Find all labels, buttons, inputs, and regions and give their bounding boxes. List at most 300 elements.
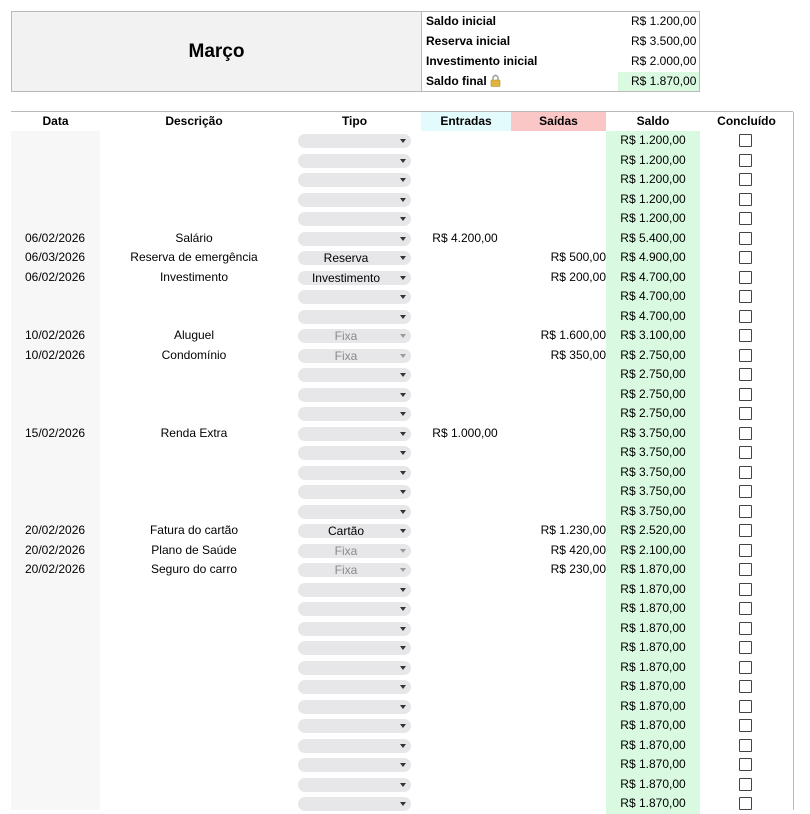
- cell-saida[interactable]: [514, 131, 606, 151]
- cell-saida[interactable]: [514, 424, 606, 444]
- cell-saida[interactable]: [514, 229, 606, 249]
- concluido-checkbox[interactable]: [739, 758, 752, 771]
- cell-description[interactable]: [100, 463, 288, 483]
- tipo-dropdown[interactable]: [298, 778, 411, 792]
- cell-saida[interactable]: [514, 151, 606, 171]
- cell-saldo: R$ 1.870,00: [606, 599, 700, 619]
- cell-saldo: R$ 1.870,00: [606, 755, 700, 775]
- table-row: [0, 521, 810, 541]
- tipo-dropdown[interactable]: [298, 193, 411, 207]
- table-row: [0, 482, 810, 502]
- tipo-dropdown-value: Fixa: [334, 563, 358, 577]
- cell-description[interactable]: Reserva de emergência: [130, 250, 258, 264]
- cell-entrada[interactable]: [416, 307, 514, 327]
- cell-saida[interactable]: [514, 736, 606, 756]
- column-header-descricao[interactable]: Descrição: [165, 114, 223, 128]
- cell-saida[interactable]: [514, 385, 606, 405]
- tipo-dropdown[interactable]: [298, 622, 411, 636]
- tipo-dropdown[interactable]: [298, 329, 411, 343]
- tipo-dropdown[interactable]: [298, 758, 411, 772]
- cell-description[interactable]: [100, 736, 288, 756]
- concluido-checkbox[interactable]: [739, 251, 752, 264]
- cell-description[interactable]: Investimento: [159, 269, 229, 284]
- cell-saida[interactable]: R$ 200,00: [550, 269, 606, 284]
- chevron-down-icon: [400, 744, 406, 748]
- concluido-checkbox[interactable]: [739, 524, 752, 537]
- cell-saida[interactable]: R$ 1.230,00: [540, 523, 606, 537]
- tipo-dropdown[interactable]: [298, 212, 411, 226]
- cell-description[interactable]: Fatura do cartão: [149, 523, 239, 537]
- tipo-dropdown-value: Cartão: [327, 524, 365, 538]
- table-row: [0, 443, 810, 463]
- concluido-checkbox[interactable]: [739, 368, 752, 381]
- cell-saida[interactable]: [514, 775, 606, 795]
- cell-entrada[interactable]: [416, 794, 514, 814]
- cell-date[interactable]: 20/02/2026: [25, 562, 86, 576]
- tipo-dropdown[interactable]: [298, 524, 411, 538]
- column-header-saidas[interactable]: Saídas: [511, 112, 606, 131]
- tipo-dropdown[interactable]: [298, 466, 411, 480]
- summary-label: Investimento inicial: [426, 54, 538, 68]
- lock-icon: [490, 74, 501, 87]
- table-row: [0, 775, 810, 795]
- concluido-checkbox[interactable]: [739, 505, 752, 518]
- cell-saida[interactable]: [514, 365, 606, 385]
- chevron-down-icon: [400, 451, 406, 455]
- cell-saldo: R$ 1.870,00: [606, 736, 700, 756]
- chevron-down-icon: [400, 705, 406, 709]
- cell-saida[interactable]: [514, 599, 606, 619]
- table-row: [0, 307, 810, 327]
- column-header-tipo[interactable]: Tipo: [341, 114, 368, 128]
- chevron-down-icon: [400, 237, 406, 241]
- cell-description[interactable]: [100, 775, 288, 795]
- table-row: [0, 209, 810, 229]
- cell-description[interactable]: [100, 677, 288, 697]
- cell-saldo: R$ 3.750,00: [606, 443, 700, 463]
- tipo-dropdown-value: Reserva: [323, 251, 369, 265]
- cell-saldo: R$ 1.870,00: [606, 697, 700, 717]
- cell-saldo: R$ 1.870,00: [606, 677, 700, 697]
- cell-entrada[interactable]: [416, 404, 514, 424]
- concluido-checkbox[interactable]: [739, 719, 752, 732]
- cell-saldo: R$ 4.900,00: [606, 248, 700, 268]
- tipo-dropdown[interactable]: [298, 544, 411, 558]
- cell-entrada[interactable]: R$ 1.000,00: [432, 425, 498, 440]
- cell-saida[interactable]: R$ 420,00: [550, 542, 606, 557]
- cell-saldo: R$ 1.200,00: [606, 131, 700, 151]
- chevron-down-icon: [400, 568, 406, 572]
- table-row: [0, 287, 810, 307]
- chevron-down-icon: [400, 393, 406, 397]
- chevron-down-icon: [400, 276, 406, 280]
- cell-saida[interactable]: [514, 190, 606, 210]
- cell-entrada[interactable]: [416, 385, 514, 405]
- table-row: [0, 248, 810, 268]
- table-row: [0, 268, 810, 288]
- chevron-down-icon: [400, 490, 406, 494]
- concluido-checkbox[interactable]: [739, 154, 752, 167]
- table-row: [0, 502, 810, 522]
- cell-description[interactable]: [100, 385, 288, 405]
- tipo-dropdown[interactable]: [298, 661, 411, 675]
- chevron-down-icon: [400, 315, 406, 319]
- concluido-checkbox[interactable]: [739, 602, 752, 615]
- summary-value[interactable]: R$ 1.200,00: [631, 14, 697, 28]
- cell-date[interactable]: 15/02/2026: [25, 425, 86, 440]
- cell-date[interactable]: 10/02/2026: [25, 347, 86, 362]
- cell-saida[interactable]: [514, 619, 606, 639]
- cell-saida[interactable]: [514, 794, 606, 814]
- tipo-dropdown[interactable]: [298, 719, 411, 733]
- chevron-down-icon: [400, 607, 406, 611]
- concluido-checkbox[interactable]: [739, 680, 752, 693]
- cell-description[interactable]: [100, 482, 288, 502]
- chevron-down-icon: [400, 724, 406, 728]
- tipo-dropdown[interactable]: [298, 739, 411, 753]
- tipo-dropdown[interactable]: [298, 388, 411, 402]
- cell-description[interactable]: [100, 190, 288, 210]
- cell-saida[interactable]: R$ 1.600,00: [540, 328, 606, 342]
- cell-entrada[interactable]: [416, 365, 514, 385]
- cell-saida[interactable]: [514, 755, 606, 775]
- cell-saldo: R$ 1.200,00: [606, 151, 700, 171]
- cell-entrada[interactable]: [416, 619, 514, 639]
- cell-saldo: R$ 5.400,00: [606, 229, 700, 249]
- cell-saida[interactable]: R$ 500,00: [550, 250, 606, 264]
- chevron-down-icon: [400, 685, 406, 689]
- cell-entrada[interactable]: [416, 677, 514, 697]
- tipo-dropdown[interactable]: [298, 290, 411, 304]
- cell-date[interactable]: 10/02/2026: [25, 328, 86, 342]
- tipo-dropdown[interactable]: [298, 173, 411, 187]
- concluido-checkbox[interactable]: [739, 310, 752, 323]
- cell-saldo: R$ 1.870,00: [606, 658, 700, 678]
- cell-saldo: R$ 1.870,00: [606, 560, 700, 580]
- summary-label: Reserva inicial: [426, 34, 511, 48]
- tipo-dropdown-value: Fixa: [334, 543, 358, 558]
- cell-description[interactable]: [100, 794, 288, 814]
- summary-row-reserva-inicial: [422, 32, 699, 51]
- tipo-dropdown[interactable]: [298, 427, 411, 441]
- summary-row-saldo-final: [422, 72, 699, 91]
- cell-entrada[interactable]: [416, 482, 514, 502]
- cell-entrada[interactable]: [416, 521, 514, 541]
- table-row: [0, 580, 810, 600]
- tipo-dropdown[interactable]: [298, 680, 411, 694]
- tipo-dropdown[interactable]: [298, 485, 411, 499]
- transactions-table-body: [0, 131, 810, 814]
- cell-saldo: R$ 2.750,00: [606, 346, 700, 366]
- cell-entrada[interactable]: [416, 658, 514, 678]
- tipo-dropdown[interactable]: [298, 251, 411, 265]
- cell-description[interactable]: [100, 307, 288, 327]
- cell-saida[interactable]: [514, 677, 606, 697]
- tipo-dropdown[interactable]: [298, 700, 411, 714]
- concluido-checkbox[interactable]: [739, 466, 752, 479]
- tipo-dropdown[interactable]: [298, 368, 411, 382]
- table-row: [0, 131, 810, 151]
- table-row: [0, 599, 810, 619]
- cell-saldo: R$ 1.870,00: [606, 775, 700, 795]
- cell-date[interactable]: 06/02/2026: [25, 269, 86, 284]
- tipo-dropdown[interactable]: [298, 641, 411, 655]
- cell-entrada[interactable]: [416, 716, 514, 736]
- cell-description[interactable]: [100, 638, 288, 658]
- cell-saida[interactable]: [514, 209, 606, 229]
- cell-entrada[interactable]: [416, 541, 514, 561]
- cell-saida[interactable]: [514, 443, 606, 463]
- chevron-down-icon: [400, 412, 406, 416]
- table-row: [0, 541, 810, 561]
- cell-saldo: R$ 1.870,00: [606, 619, 700, 639]
- summary-value-saldo-final[interactable]: R$ 1.870,00: [618, 72, 699, 91]
- summary-label-text: Saldo final: [426, 74, 487, 88]
- cell-saldo: R$ 2.750,00: [606, 385, 700, 405]
- chevron-down-icon: [400, 334, 406, 338]
- cell-description[interactable]: Salário: [175, 230, 213, 245]
- summary-label: Saldo inicial: [426, 14, 497, 28]
- cell-entrada[interactable]: [416, 443, 514, 463]
- table-row: [0, 151, 810, 171]
- month-title-cell: [12, 12, 422, 91]
- tipo-dropdown[interactable]: [298, 407, 411, 421]
- cell-entrada[interactable]: [416, 697, 514, 717]
- concluido-checkbox[interactable]: [739, 583, 752, 596]
- concluido-checkbox[interactable]: [739, 232, 752, 245]
- chevron-down-icon: [400, 529, 406, 533]
- cell-saida[interactable]: [514, 307, 606, 327]
- concluido-checkbox[interactable]: [739, 661, 752, 674]
- cell-saida[interactable]: [514, 170, 606, 190]
- cell-saldo: R$ 1.870,00: [606, 794, 700, 814]
- cell-date[interactable]: 06/03/2026: [25, 250, 86, 264]
- concluido-checkbox[interactable]: [739, 349, 752, 362]
- cell-description[interactable]: [100, 170, 288, 190]
- table-row: [0, 697, 810, 717]
- tipo-dropdown[interactable]: [298, 505, 411, 519]
- cell-entrada[interactable]: [416, 248, 514, 268]
- tipo-dropdown[interactable]: [298, 232, 411, 246]
- cell-saldo: R$ 2.520,00: [606, 521, 700, 541]
- concluido-checkbox[interactable]: [739, 388, 752, 401]
- tipo-dropdown[interactable]: [298, 602, 411, 616]
- column-header-saldo[interactable]: Saldo: [636, 114, 670, 128]
- cell-description[interactable]: Plano de Saúde: [151, 542, 237, 557]
- concluido-checkbox[interactable]: [739, 271, 752, 284]
- cell-description[interactable]: [100, 580, 288, 600]
- table-row: [0, 716, 810, 736]
- chevron-down-icon: [400, 666, 406, 670]
- cell-description[interactable]: [100, 287, 288, 307]
- table-row: [0, 190, 810, 210]
- cell-entrada[interactable]: [416, 209, 514, 229]
- table-row: [0, 677, 810, 697]
- cell-date[interactable]: 20/02/2026: [25, 542, 86, 557]
- column-header-concluido[interactable]: Concluído: [717, 114, 776, 128]
- table-row: [0, 170, 810, 190]
- concluido-checkbox[interactable]: [739, 778, 752, 791]
- cell-saldo: R$ 4.700,00: [606, 307, 700, 327]
- tipo-dropdown[interactable]: [298, 154, 411, 168]
- concluido-checkbox[interactable]: [739, 641, 752, 654]
- cell-saldo: R$ 2.100,00: [606, 541, 700, 561]
- table-row: [0, 794, 810, 814]
- cell-description[interactable]: [100, 502, 288, 522]
- cell-saida[interactable]: [514, 287, 606, 307]
- table-row: [0, 229, 810, 249]
- cell-saida[interactable]: [514, 482, 606, 502]
- table-row: [0, 658, 810, 678]
- cell-saida[interactable]: [514, 404, 606, 424]
- concluido-checkbox[interactable]: [739, 329, 752, 342]
- cell-description[interactable]: [100, 755, 288, 775]
- table-header: [11, 112, 793, 131]
- cell-description[interactable]: [100, 365, 288, 385]
- concluido-checkbox[interactable]: [739, 290, 752, 303]
- cell-entrada[interactable]: [416, 190, 514, 210]
- tipo-dropdown[interactable]: [298, 349, 411, 363]
- cell-entrada[interactable]: [416, 463, 514, 483]
- tipo-dropdown[interactable]: [298, 310, 411, 324]
- concluido-checkbox[interactable]: [739, 700, 752, 713]
- tipo-dropdown-value: Investimento: [311, 270, 381, 285]
- cell-description[interactable]: Condomínio: [161, 347, 227, 362]
- cell-saida[interactable]: [514, 463, 606, 483]
- cell-saldo: R$ 2.750,00: [606, 404, 700, 424]
- chevron-down-icon: [400, 588, 406, 592]
- chevron-down-icon: [400, 432, 406, 436]
- cell-entrada[interactable]: R$ 4.200,00: [432, 230, 498, 245]
- cell-entrada[interactable]: [416, 346, 514, 366]
- cell-entrada[interactable]: [416, 268, 514, 288]
- cell-saldo: R$ 3.750,00: [606, 463, 700, 483]
- summary-label-saldo-final: [426, 72, 501, 91]
- chevron-down-icon: [400, 139, 406, 143]
- page-title: Março: [188, 40, 245, 62]
- cell-entrada[interactable]: [416, 151, 514, 171]
- tipo-dropdown[interactable]: [298, 563, 411, 577]
- chevron-down-icon: [400, 646, 406, 650]
- concluido-checkbox[interactable]: [739, 134, 752, 147]
- concluido-checkbox[interactable]: [739, 563, 752, 576]
- chevron-down-icon: [400, 159, 406, 163]
- chevron-down-icon: [400, 256, 406, 260]
- concluido-checkbox[interactable]: [739, 446, 752, 459]
- cell-saldo: R$ 3.750,00: [606, 482, 700, 502]
- tipo-dropdown[interactable]: [298, 583, 411, 597]
- cell-saida[interactable]: [514, 580, 606, 600]
- concluido-checkbox[interactable]: [739, 797, 752, 810]
- concluido-checkbox[interactable]: [739, 739, 752, 752]
- cell-saida[interactable]: [514, 658, 606, 678]
- cell-entrada[interactable]: [416, 326, 514, 346]
- cell-saldo: R$ 1.870,00: [606, 716, 700, 736]
- cell-entrada[interactable]: [416, 580, 514, 600]
- cell-saldo: R$ 1.870,00: [606, 638, 700, 658]
- cell-entrada[interactable]: [416, 131, 514, 151]
- concluido-checkbox[interactable]: [739, 212, 752, 225]
- table-row: [0, 619, 810, 639]
- tipo-dropdown[interactable]: [298, 271, 411, 285]
- concluido-checkbox[interactable]: [739, 427, 752, 440]
- cell-description[interactable]: Aluguel: [173, 328, 215, 342]
- concluido-checkbox[interactable]: [739, 544, 752, 557]
- tipo-dropdown[interactable]: [298, 797, 411, 811]
- cell-saida[interactable]: R$ 350,00: [550, 347, 606, 362]
- chevron-down-icon: [400, 198, 406, 202]
- tipo-dropdown[interactable]: [298, 446, 411, 460]
- cell-entrada[interactable]: [416, 502, 514, 522]
- tipo-dropdown[interactable]: [298, 134, 411, 148]
- chevron-down-icon: [400, 802, 406, 806]
- table-row: [0, 404, 810, 424]
- cell-description[interactable]: Renda Extra: [160, 425, 228, 440]
- cell-entrada[interactable]: [416, 736, 514, 756]
- cell-description[interactable]: [100, 404, 288, 424]
- cell-saldo: R$ 2.750,00: [606, 365, 700, 385]
- chevron-down-icon: [400, 549, 406, 553]
- concluido-checkbox[interactable]: [739, 622, 752, 635]
- concluido-checkbox[interactable]: [739, 407, 752, 420]
- cell-description[interactable]: [100, 697, 288, 717]
- cell-date[interactable]: 20/02/2026: [25, 523, 86, 537]
- cell-entrada[interactable]: [416, 287, 514, 307]
- cell-entrada[interactable]: [416, 170, 514, 190]
- cell-entrada[interactable]: [416, 755, 514, 775]
- cell-saldo: R$ 4.700,00: [606, 287, 700, 307]
- cell-entrada[interactable]: [416, 599, 514, 619]
- cell-description[interactable]: Seguro do carro: [150, 562, 238, 576]
- summary-value[interactable]: R$ 3.500,00: [631, 34, 697, 48]
- table-row: [0, 638, 810, 658]
- column-header-entradas[interactable]: Entradas: [421, 112, 511, 131]
- cell-description[interactable]: [100, 209, 288, 229]
- cell-description[interactable]: [100, 443, 288, 463]
- concluido-checkbox[interactable]: [739, 193, 752, 206]
- table-row: [0, 424, 810, 444]
- cell-date[interactable]: 06/02/2026: [25, 230, 86, 245]
- tipo-dropdown-value: Fixa: [334, 348, 358, 363]
- cell-description[interactable]: [100, 151, 288, 171]
- concluido-checkbox[interactable]: [739, 485, 752, 498]
- cell-saida[interactable]: [514, 502, 606, 522]
- cell-entrada[interactable]: [416, 638, 514, 658]
- cell-saida[interactable]: [514, 638, 606, 658]
- cell-entrada[interactable]: [416, 775, 514, 795]
- cell-saldo: R$ 3.750,00: [606, 502, 700, 522]
- summary-value[interactable]: R$ 2.000,00: [631, 54, 697, 68]
- cell-description[interactable]: [100, 658, 288, 678]
- cell-description[interactable]: [100, 131, 288, 151]
- cell-description[interactable]: [100, 716, 288, 736]
- cell-saida[interactable]: [514, 697, 606, 717]
- cell-description[interactable]: [100, 599, 288, 619]
- concluido-checkbox[interactable]: [739, 173, 752, 186]
- cell-saida[interactable]: [514, 716, 606, 736]
- chevron-down-icon: [400, 373, 406, 377]
- chevron-down-icon: [400, 217, 406, 221]
- table-row: [0, 560, 810, 580]
- chevron-down-icon: [400, 763, 406, 767]
- cell-entrada[interactable]: [416, 560, 514, 580]
- column-header-data[interactable]: Data: [42, 114, 69, 128]
- cell-saida[interactable]: R$ 230,00: [550, 562, 606, 576]
- table-row: [0, 385, 810, 405]
- summary-row-investimento-inicial: [422, 52, 699, 71]
- cell-description[interactable]: [100, 619, 288, 639]
- cell-saldo: R$ 3.100,00: [606, 326, 700, 346]
